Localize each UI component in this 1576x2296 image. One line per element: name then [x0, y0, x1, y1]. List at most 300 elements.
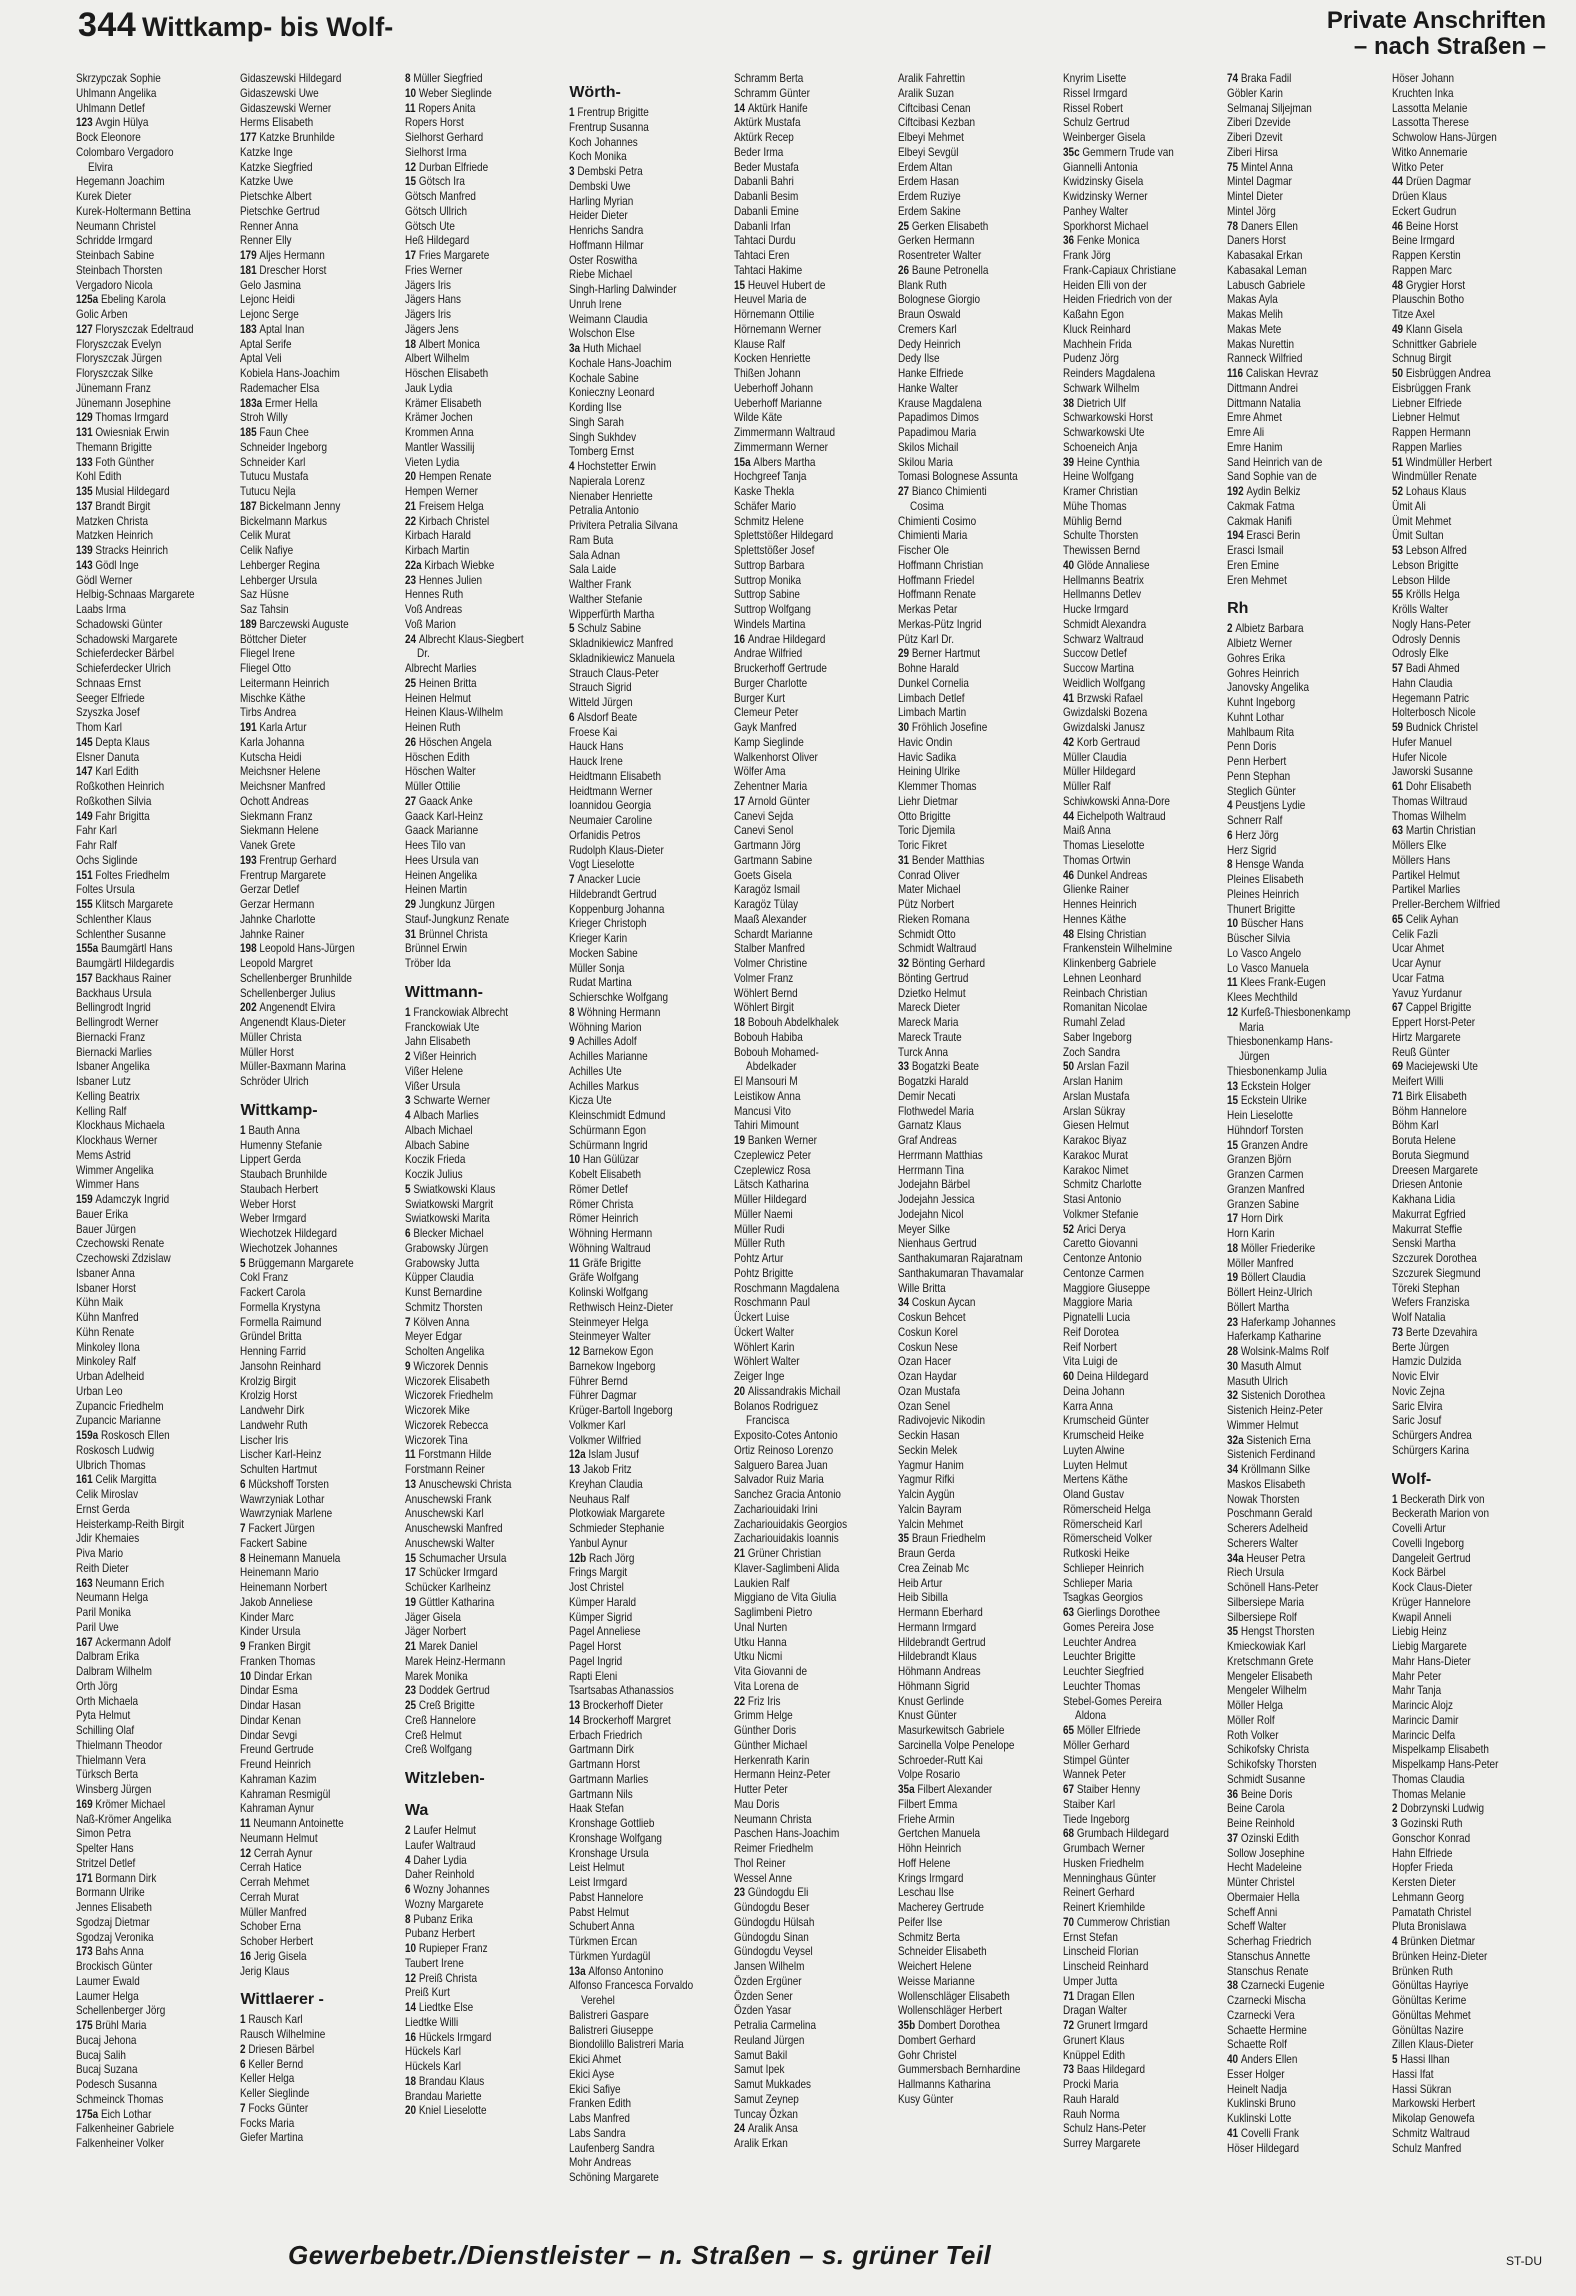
resident-name: Wiczorek Elisabeth	[404, 1374, 490, 1388]
list-item	[569, 150, 727, 165]
list-item	[734, 175, 892, 190]
list-item	[734, 500, 892, 515]
directory-column	[734, 72, 892, 2232]
list-item	[569, 1596, 727, 1611]
list-item	[240, 1375, 398, 1390]
resident-name: Dr.	[416, 647, 430, 661]
house-number: 71	[1062, 1989, 1077, 2003]
list-item	[898, 706, 1056, 721]
resident-name: Siekmann Helene	[240, 824, 320, 838]
resident-name: Fahr Brigitta	[95, 809, 150, 823]
resident-name: Ranneck Wilfried	[1227, 352, 1303, 366]
resident-name: Hennes Heinrich	[1062, 898, 1137, 911]
resident-name: Boruta Siegmund	[1391, 1148, 1469, 1162]
resident-name: Czechowski Renate	[76, 1237, 165, 1251]
resident-name: Friz Iris	[747, 1694, 781, 1708]
list-item	[1227, 456, 1385, 471]
list-item	[1063, 1060, 1221, 1075]
list-item	[569, 1360, 727, 1375]
house-number: 60	[1062, 1370, 1077, 1383]
resident-name: Windels Martina	[733, 617, 806, 631]
resident-name: Arslan Mustafa	[1062, 1089, 1130, 1103]
resident-name: Hamzic Dulzida	[1391, 1355, 1461, 1369]
resident-name: Schmitz Helene	[733, 514, 804, 528]
resident-name: Lo Vasco Manuela	[1227, 961, 1309, 975]
resident-name: Weinberger Gisela	[1062, 131, 1146, 144]
resident-name: Volkmer Stefanie	[1062, 1207, 1139, 1221]
list-item	[1392, 736, 1550, 751]
list-item	[569, 165, 727, 180]
house-number: 12a	[569, 1448, 589, 1462]
list-item	[898, 1739, 1056, 1754]
resident-name: Ozan Hacer	[898, 1355, 952, 1369]
resident-name: Heinelt Nadja	[1227, 2082, 1287, 2096]
resident-name: Böllert Martha	[1227, 1300, 1290, 1314]
resident-name: Bolanos Rodriguez	[733, 1399, 819, 1413]
resident-name: Froese Kai	[569, 725, 618, 739]
house-number: 41	[1227, 2126, 1241, 2140]
house-number: 137	[76, 499, 96, 513]
list-item	[1392, 824, 1550, 839]
house-number: 5	[240, 1256, 249, 1270]
list-item	[1392, 1566, 1550, 1581]
resident-name: Reif Dorotea	[1062, 1325, 1119, 1339]
list-item	[569, 431, 727, 446]
list-item	[1063, 1857, 1221, 1872]
list-item	[1063, 382, 1221, 397]
house-number: 198	[240, 942, 260, 956]
resident-name: Heine Wolfgang	[1062, 470, 1134, 484]
list-item	[405, 426, 563, 441]
resident-name: Bönting Gertrud	[898, 971, 969, 985]
house-number: 36	[1062, 234, 1077, 248]
house-number: 35b	[898, 2019, 919, 2032]
resident-name: Bellingrodt Werner	[76, 1016, 159, 1029]
list-item	[240, 1758, 398, 1773]
resident-name: Tiede Ingeborg	[1062, 1812, 1130, 1826]
list-item	[240, 485, 398, 500]
resident-name: Elbeyi Mehmet	[898, 131, 965, 144]
list-item	[569, 1552, 727, 1567]
list-item	[569, 460, 727, 475]
resident-name: Orth Michaela	[76, 1694, 139, 1708]
list-item	[1227, 844, 1385, 859]
resident-name: Deina Johann	[1062, 1384, 1125, 1398]
resident-name: Seckin Melek	[898, 1443, 958, 1457]
resident-name: Hees Ursula van	[404, 853, 479, 867]
list-item	[1063, 810, 1221, 825]
list-item	[1063, 1459, 1221, 1474]
list-item	[1227, 667, 1385, 682]
resident-name: Eich Lothar	[100, 2107, 152, 2121]
resident-name: Türksch Berta	[76, 1768, 139, 1782]
resident-name: Schulten Hartmut	[240, 1463, 318, 1476]
resident-name: Kwidzinsky Werner	[1062, 190, 1148, 203]
list-item	[405, 1094, 563, 1109]
resident-name: Pagel Ingrid	[569, 1654, 623, 1668]
house-number: 31	[898, 853, 913, 867]
resident-name: Yalcin Bayram	[898, 1502, 962, 1516]
resident-name: Thielmann Theodor	[76, 1738, 163, 1752]
list-item	[240, 234, 398, 249]
list-item	[898, 574, 1056, 589]
resident-name: Labs Manfred	[569, 2112, 631, 2125]
resident-name: Pietschke Gertrud	[240, 204, 321, 218]
resident-name: Gartmann Dirk	[569, 1743, 635, 1757]
resident-name: Klemmer Thomas	[898, 780, 977, 793]
resident-name: Krämer Elisabeth	[404, 396, 482, 410]
list-item	[1063, 411, 1221, 426]
list-item	[76, 1739, 234, 1754]
list-item	[1063, 146, 1221, 161]
list-item	[76, 1178, 234, 1193]
resident-name: Sistenich Dorothea	[1240, 1389, 1326, 1403]
list-item	[405, 87, 563, 102]
list-item	[569, 490, 727, 505]
list-item	[1227, 1434, 1385, 1449]
resident-name: Stanschus Annette	[1227, 1949, 1311, 1963]
list-item	[240, 1316, 398, 1331]
list-item	[405, 1271, 563, 1286]
resident-name: Ozan Senel	[898, 1399, 951, 1413]
house-number: 74	[1227, 72, 1241, 85]
list-item	[1063, 1901, 1221, 1916]
list-item	[1227, 500, 1385, 515]
list-item	[240, 308, 398, 323]
house-number: 32a	[1227, 1433, 1247, 1447]
list-item	[405, 323, 563, 338]
list-item	[1063, 913, 1221, 928]
list-item	[405, 234, 563, 249]
list-item	[240, 146, 398, 161]
house-number: 202	[240, 1001, 260, 1015]
list-item	[898, 751, 1056, 766]
list-item	[734, 1060, 892, 1075]
list-item	[240, 1861, 398, 1876]
list-item	[1063, 2137, 1221, 2152]
list-item	[1392, 1341, 1550, 1356]
resident-name: Schulz Sabine	[577, 622, 642, 636]
resident-name: Tomasi Bolognese Assunta	[898, 470, 1018, 484]
resident-name: Gohres Erika	[1227, 651, 1286, 665]
resident-name: Hellmanns Beatrix	[1062, 573, 1144, 587]
resident-name: Vanek Grete	[240, 839, 296, 852]
list-item	[1063, 470, 1221, 485]
list-item	[240, 677, 398, 692]
resident-name: Schellenberger Jörg	[76, 2004, 166, 2018]
list-item	[1392, 1414, 1550, 1429]
list-item	[898, 1975, 1056, 1990]
list-item	[1392, 898, 1550, 913]
list-item	[898, 1075, 1056, 1090]
house-number: 10	[240, 1669, 255, 1683]
list-item	[405, 367, 563, 382]
list-item	[898, 1060, 1056, 1075]
list-item	[898, 1990, 1056, 2005]
list-item	[1063, 1724, 1221, 1739]
list-item	[734, 2019, 892, 2034]
list-item	[1063, 1532, 1221, 1547]
resident-name: Stroh Willy	[240, 411, 289, 425]
resident-name: Martin Christian	[1405, 824, 1476, 838]
list-item	[405, 1839, 563, 1854]
resident-name: Fliegel Irene	[240, 647, 296, 661]
resident-name: Anuschewski Manfred	[404, 1522, 503, 1535]
resident-name: Celik Murat	[240, 529, 291, 543]
list-item	[569, 1965, 727, 1980]
resident-name: Mintel Anna	[1240, 160, 1294, 174]
resident-name: Titze Axel	[1391, 308, 1435, 321]
resident-name: Frankenstein Wilhelmine	[1062, 942, 1172, 956]
list-item	[1063, 987, 1221, 1002]
resident-name: Lischer Karl-Heinz	[240, 1448, 322, 1462]
list-item	[1227, 932, 1385, 947]
list-item	[734, 1296, 892, 1311]
resident-name: Albert Monica	[418, 337, 480, 351]
list-item	[898, 1090, 1056, 1105]
resident-name: Nowak Thorsten	[1227, 1492, 1300, 1506]
resident-name: Marek Daniel	[418, 1640, 478, 1653]
resident-name: Brockisch Günter	[76, 1960, 153, 1973]
list-item	[405, 1286, 563, 1301]
resident-name: Alsdorf Beate	[577, 710, 638, 724]
resident-name: Filbert Emma	[898, 1797, 958, 1811]
list-item	[76, 2004, 234, 2019]
resident-name: Kirbach Harald	[404, 529, 471, 543]
resident-name: Voß Marion	[404, 617, 456, 631]
resident-name: Wölfer Ama	[733, 765, 786, 779]
resident-name: Celik Miroslav	[76, 1488, 139, 1501]
resident-name: Götsch Ullrich	[404, 204, 467, 218]
list-item	[734, 1990, 892, 2005]
resident-name: Renner Elly	[240, 234, 292, 248]
list-item	[734, 441, 892, 456]
resident-name: Schmeinck Thomas	[76, 2092, 164, 2106]
list-item	[734, 662, 892, 677]
resident-name: Celik Fazli	[1391, 927, 1438, 941]
list-item	[569, 549, 727, 564]
resident-name: Dembski Uwe	[569, 179, 631, 193]
resident-name: Havic Sadika	[898, 750, 957, 764]
resident-name: Schmieder Stephanie	[569, 1522, 665, 1535]
resident-name: Suttrop Sabine	[733, 588, 800, 602]
resident-name: Matzken Christa	[76, 514, 149, 528]
resident-name: Führer Dagmar	[569, 1389, 637, 1403]
list-item	[898, 1046, 1056, 1061]
list-item	[240, 1935, 398, 1950]
list-item	[1063, 2122, 1221, 2137]
house-number: 18	[733, 1016, 748, 1029]
list-item	[405, 249, 563, 264]
list-item	[569, 903, 727, 918]
resident-name: Creß Brigitte	[418, 1699, 475, 1712]
resident-name: Ozan Mustafa	[898, 1384, 961, 1398]
resident-name: Scheff Walter	[1227, 1920, 1287, 1934]
list-item	[240, 1139, 398, 1154]
house-number: 8	[404, 72, 414, 85]
resident-name: Mengeler Elisabeth	[1227, 1669, 1313, 1683]
resident-name: Gerken Elisabeth	[912, 219, 989, 233]
resident-name: Schadowski Günter	[76, 617, 163, 631]
list-item	[76, 308, 234, 323]
resident-name: Höhmann Sigrid	[898, 1679, 970, 1693]
list-item	[569, 652, 727, 667]
list-item	[240, 1773, 398, 1788]
resident-name: Toric Djemila	[898, 824, 956, 838]
resident-name: Isbaner Horst	[76, 1281, 136, 1295]
house-number: 19	[404, 1595, 419, 1609]
list-item	[1392, 839, 1550, 854]
house-number: 49	[1391, 322, 1406, 336]
resident-name: Schmidt Susanne	[1227, 1772, 1306, 1786]
list-item	[569, 622, 727, 637]
list-item	[1392, 205, 1550, 220]
list-item	[734, 603, 892, 618]
resident-name: Hermann Heinz-Peter	[733, 1768, 831, 1782]
house-number: 50	[1062, 1060, 1077, 1074]
list-item	[405, 338, 563, 353]
resident-name: Leschau Ilse	[898, 1886, 955, 1900]
resident-name: Freisem Helga	[418, 499, 484, 513]
resident-name: Coskun Behcet	[898, 1311, 966, 1324]
resident-name: Foltes Ursula	[76, 883, 135, 897]
resident-name: Pleines Heinrich	[1227, 887, 1300, 901]
resident-name: Franken Thomas	[240, 1654, 316, 1668]
list-item	[1227, 726, 1385, 741]
resident-name: Schneider Elisabeth	[898, 1945, 987, 1959]
list-item	[1063, 1768, 1221, 1783]
list-item	[1392, 1699, 1550, 1714]
list-item	[1227, 873, 1385, 888]
list-item	[734, 1193, 892, 1208]
resident-name: Brzwski Rafael	[1076, 691, 1143, 705]
list-item	[734, 1134, 892, 1149]
resident-name: Gönültas Mehmet	[1391, 2008, 1471, 2022]
list-item	[76, 2137, 234, 2152]
list-item	[1063, 1518, 1221, 1533]
resident-name: Horn Karin	[1227, 1227, 1275, 1240]
resident-name: Umper Jutta	[1062, 1974, 1117, 1988]
list-item	[734, 810, 892, 825]
list-item	[898, 1414, 1056, 1429]
resident-name: Rappen Kerstin	[1391, 249, 1461, 262]
list-item	[734, 102, 892, 117]
list-item	[405, 470, 563, 485]
resident-name: Zupancic Marianne	[76, 1414, 161, 1428]
resident-name: Rutkoski Heike	[1062, 1547, 1130, 1560]
resident-name: Anuschewski Christa	[418, 1477, 512, 1491]
list-item	[76, 426, 234, 441]
list-item	[734, 2122, 892, 2137]
list-item	[1063, 1473, 1221, 1488]
house-number: 163	[76, 1576, 96, 1590]
resident-name: Heinen Martin	[404, 883, 467, 897]
resident-name: Drescher Horst	[259, 263, 327, 277]
resident-name: Bobouh Habiba	[733, 1030, 803, 1044]
list-item	[898, 426, 1056, 441]
resident-name: Suttrop Barbara	[733, 558, 805, 572]
resident-name: Steinbach Sabine	[76, 249, 155, 262]
resident-name: Kolinski Wolfgang	[569, 1286, 649, 1299]
resident-name: Wozny Margarete	[404, 1897, 484, 1911]
resident-name: Tahtaci Durdu	[733, 234, 796, 248]
resident-name: Eisbrüggen Andrea	[1405, 367, 1491, 380]
list-item	[734, 1945, 892, 1960]
resident-name: Brünken Ruth	[1391, 1964, 1453, 1978]
list-item	[1227, 2083, 1385, 2098]
list-item	[569, 1611, 727, 1626]
house-number: 29	[404, 898, 419, 911]
resident-name: Samut Ipek	[733, 2063, 785, 2077]
resident-name: Grabowsky Jutta	[404, 1256, 480, 1270]
house-number: 155	[76, 898, 96, 911]
list-item	[405, 1316, 563, 1331]
list-item	[1063, 175, 1221, 190]
list-item	[734, 1001, 892, 1016]
list-item	[405, 1640, 563, 1655]
list-item	[569, 1035, 727, 1050]
resident-name: Zachariouidakis Georgios	[733, 1517, 847, 1531]
list-item	[1227, 1463, 1385, 1478]
list-item	[898, 1105, 1056, 1120]
resident-name: Lohaus Klaus	[1405, 485, 1466, 498]
resident-name: Hufer Manuel	[1391, 735, 1452, 749]
resident-name: Covelli Artur	[1391, 1522, 1446, 1535]
list-item	[1392, 810, 1550, 825]
resident-name: Jünemann Josephine	[76, 396, 171, 410]
house-number: 18	[404, 2074, 419, 2088]
directory-column	[240, 72, 398, 2232]
list-item	[569, 2053, 727, 2068]
list-item	[898, 1001, 1056, 1016]
list-item	[898, 957, 1056, 972]
resident-name: Mühe Thomas	[1062, 499, 1127, 513]
list-item	[76, 1075, 234, 1090]
house-number: 17	[404, 1566, 419, 1580]
list-item	[405, 1080, 563, 1095]
resident-name: Romanitan Nicolae	[1062, 1001, 1147, 1015]
house-number: 34	[1227, 1463, 1241, 1476]
list-item	[1063, 367, 1221, 382]
resident-name: Jauk Lydia	[404, 381, 453, 395]
list-item	[405, 810, 563, 825]
resident-name: Doddek Gertrud	[418, 1684, 490, 1698]
resident-name: Marincic Damir	[1391, 1713, 1459, 1727]
resident-name: Mems Astrid	[76, 1148, 131, 1162]
resident-name: Mancusi Vito	[733, 1104, 791, 1118]
list-item	[1227, 1212, 1385, 1227]
resident-name: Walkenhorst Oliver	[733, 750, 818, 764]
list-item	[76, 1060, 234, 1075]
list-item	[734, 293, 892, 308]
list-item	[734, 1459, 892, 1474]
list-item	[569, 209, 727, 224]
list-item	[569, 1950, 727, 1965]
list-item	[76, 898, 234, 913]
resident-name: Macherey Gertrude	[898, 1901, 985, 1914]
house-number: 6	[240, 2057, 249, 2071]
list-item	[1392, 1282, 1550, 1297]
resident-name: Frentrup Gerhard	[259, 853, 337, 867]
resident-name: Anacker Lucie	[577, 873, 641, 886]
list-item	[405, 1684, 563, 1699]
resident-name: Saber Ingeborg	[1062, 1030, 1132, 1044]
list-item	[898, 1193, 1056, 1208]
resident-name: Gaack Karl-Heinz	[404, 809, 484, 823]
list-item	[1063, 1223, 1221, 1238]
house-number: 173	[76, 1945, 96, 1959]
list-item	[405, 1854, 563, 1869]
